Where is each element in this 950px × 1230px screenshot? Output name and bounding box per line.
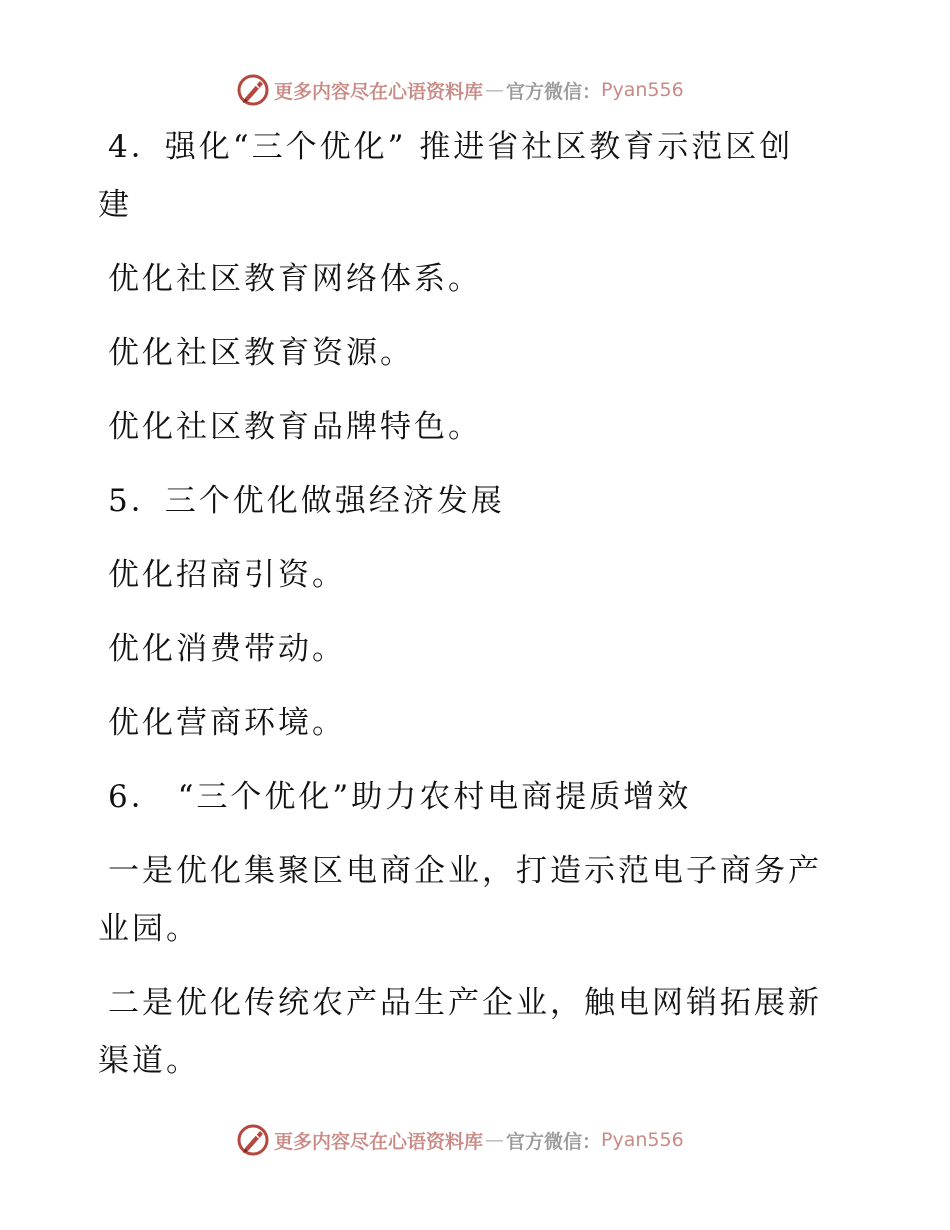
section-6-item-2-continued: 渠道。 [98,1043,200,1079]
banner-wechat-label: 官方微信： [506,80,602,103]
banner-slogan: 更多内容尽在心语资料库 [274,80,484,103]
pen-circle-logo-icon [236,73,270,107]
section-4-item-1: 优化社区教育网络体系。 [108,261,482,297]
section-6-item-1: 一是优化集聚区电商企业，打造示范电子商务产 [108,853,822,889]
document-body [98,118,828,1090]
section-4-item-2: 优化社区教育资源。 [108,335,414,371]
pen-circle-logo-icon [236,1123,270,1157]
banner-wechat-label: 官方微信： [506,1130,602,1153]
section-4-title-continued: 建 [98,187,132,223]
section-6-item-2: 二是优化传统农产品生产企业，触电网销拓展新 [108,985,822,1021]
footer-banner [236,1122,684,1158]
banner-dash: — [485,79,505,101]
section-5-item-1: 优化招商引资。 [108,557,346,593]
banner-slogan: 更多内容尽在心语资料库 [274,1130,484,1153]
header-banner [236,72,684,108]
section-6-title: 6． “三个优化”助力农村电商提质增效 [108,779,692,815]
section-5-item-2: 优化消费带动。 [108,631,346,667]
section-6-item-1-continued: 业园。 [98,911,200,947]
banner-dash: — [485,1129,505,1151]
section-4-item-3: 优化社区教育品牌特色。 [108,409,482,445]
banner-wechat-id: Pyan556 [601,79,684,101]
section-5-item-3: 优化营商环境。 [108,705,346,741]
section-5-title: 5．三个优化做强经济发展 [108,483,505,519]
section-4-title: 4．强化“三个优化” 推进省社区教育示范区创 [108,129,794,165]
banner-wechat-id: Pyan556 [601,1129,684,1151]
